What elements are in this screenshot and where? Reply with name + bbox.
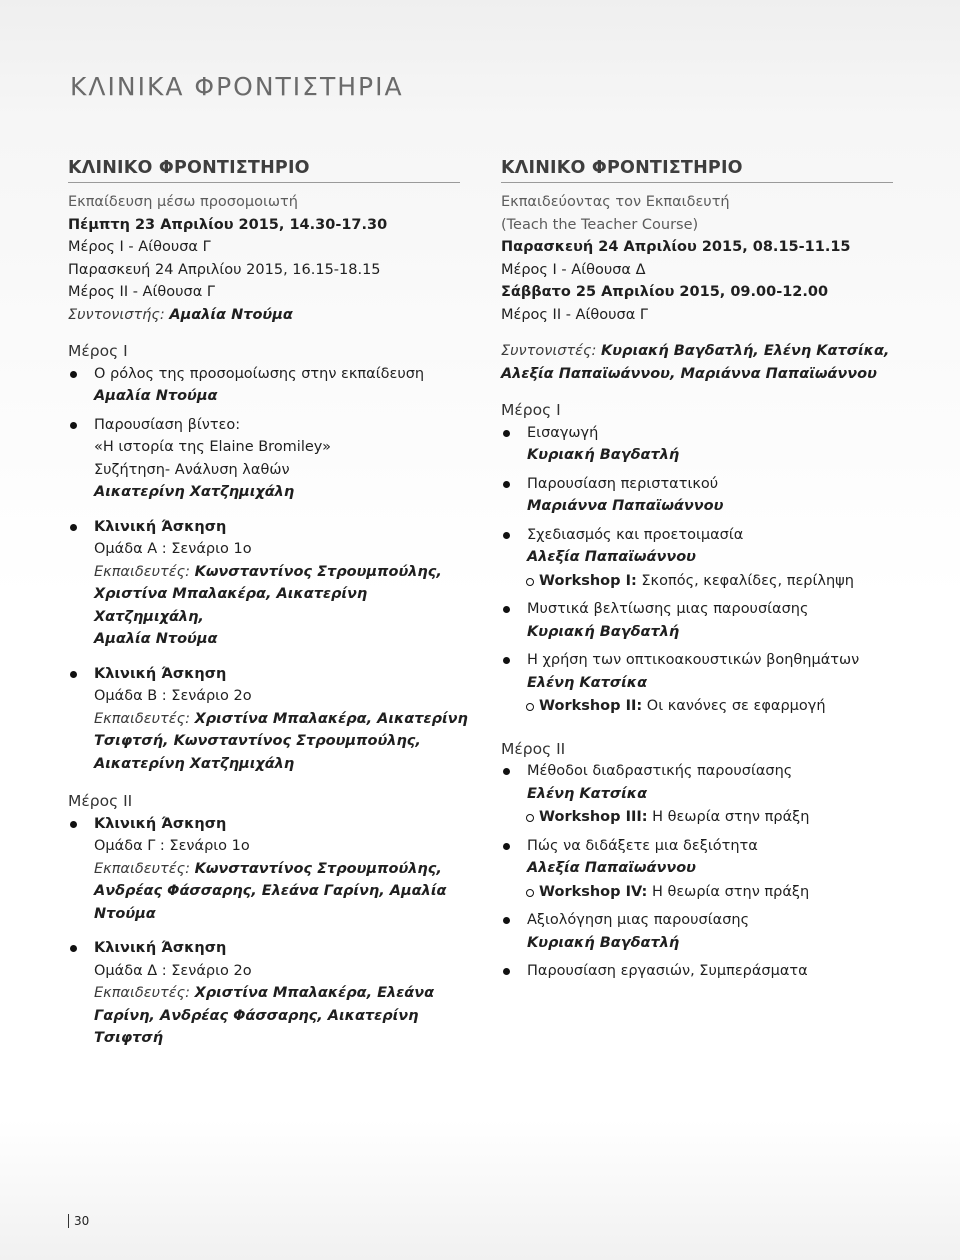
bullet-icon — [503, 768, 510, 775]
list-item — [501, 473, 893, 518]
trainers-names: Ανδρέας Φάσσαρης, Ελεάνα Γαρίνη, Αμαλία — [94, 883, 447, 899]
item-text: Αξιολόγηση μιας παρουσίασης — [527, 912, 750, 928]
right-part2-list — [501, 760, 893, 983]
workshop-text: Οι κανόνες σε εφαρμογή — [646, 698, 826, 714]
coordinator-name: Αμαλία Ντούμα — [169, 306, 293, 323]
item-text: Συζήτηση- Ανάλυση λαθών — [94, 461, 290, 478]
ring-bullet-icon — [526, 889, 534, 897]
right-schedule-line: Μέρος Ι - Αίθουσα Δ — [501, 261, 646, 278]
left-part1-heading: Μέρος Ι — [68, 342, 128, 360]
workshop-text: Η θεωρία στην πράξη — [651, 883, 810, 900]
right-part2-heading: Μέρος ΙΙ — [501, 739, 566, 758]
list-item — [501, 909, 893, 954]
coordinators-names: Αλεξία Παπαϊωάννου, Μαριάννα Παπαϊωάννου — [501, 365, 877, 382]
left-part1-list — [68, 363, 468, 776]
workshop-label: Workshop IV: — [539, 883, 648, 900]
left-part2-list — [68, 813, 460, 1050]
item-text: Η χρήση των οπτικοακουστικών βοηθημάτων — [527, 652, 860, 668]
item-text: Σχεδιασμός και προετοιμασία — [527, 526, 744, 543]
left-coordinator — [68, 304, 460, 327]
left-schedule-line: Μέρος Ι - Αίθουσα Γ — [68, 239, 211, 255]
page-title: ΚΛΙΝΙΚΑ ΦΡΟΝΤΙΣΤΗΡΙΑ — [70, 72, 404, 101]
item-text: Παρουσίαση βίντεο: — [94, 416, 241, 433]
left-part2-heading: Μέρος ΙΙ — [68, 792, 133, 810]
coordinator-label: Συντονιστής: — [68, 306, 165, 323]
bullet-icon — [70, 524, 77, 531]
workshop-item — [527, 695, 893, 718]
list-item — [501, 649, 893, 718]
ring-bullet-icon — [526, 578, 534, 586]
bullet-icon — [503, 843, 510, 850]
list-item — [68, 937, 460, 1050]
item-text: Εισαγωγή — [527, 424, 599, 441]
item-title: Κλινική Άσκηση — [94, 518, 227, 535]
trainers-names: Κωνσταντίνος Στρουμπούλης, — [194, 860, 442, 877]
item-group: Ομάδα Β : Σενάριο 2ο — [94, 688, 252, 704]
trainers-label: Εκπαιδευτές: — [94, 860, 190, 877]
right-column — [501, 156, 893, 989]
left-schedule-line: Μέρος ΙΙ - Αίθουσα Γ — [68, 284, 215, 300]
bullet-icon — [503, 481, 510, 488]
workshop-label: Workshop II: — [539, 698, 643, 714]
list-item — [68, 363, 460, 408]
item-title: Κλινική Άσκηση — [94, 940, 227, 956]
item-title: Κλινική Άσκηση — [94, 665, 227, 682]
bullet-icon — [503, 917, 510, 924]
item-text: Παρουσίαση εργασιών, Συμπεράσματα — [527, 963, 808, 979]
left-column — [68, 156, 468, 1056]
trainers-label: Εκπαιδευτές: — [94, 710, 190, 727]
left-subtitle: Εκπαίδευση μέσω προσομοιωτή — [68, 194, 298, 210]
bullet-icon — [503, 657, 510, 664]
item-text: Μέθοδοι διαδραστικής παρουσίασης — [527, 763, 793, 779]
trainers-names: Χριστίνα Μπαλακέρα, Ελεάνα — [194, 985, 435, 1001]
ring-bullet-icon — [526, 814, 534, 822]
item-speaker: Αικατερίνη Χατζημιχάλη — [94, 484, 295, 500]
workshop-text: Σκοπός, κεφαλίδες, περίληψη — [641, 572, 854, 589]
trainers-names: Τσιφτσή, Κωνσταντίνος Στρουμπούλης, — [94, 733, 421, 749]
right-title-rule — [501, 182, 893, 183]
bullet-icon — [70, 422, 77, 429]
item-speaker: Αλεξία Παπαϊωάννου — [527, 549, 696, 565]
list-item — [68, 813, 460, 926]
workshop-list — [527, 806, 893, 829]
workshop-list — [527, 570, 893, 593]
item-speaker: Κυριακή Βαγδατλή — [527, 623, 680, 640]
list-item — [68, 663, 468, 776]
bullet-icon — [70, 671, 77, 678]
page-number: 30 — [68, 1214, 89, 1228]
list-item — [501, 524, 893, 593]
workshop-item — [527, 881, 893, 904]
right-schedule-line: Σάββατο 25 Απριλίου 2015, 09.00-12.00 — [501, 284, 829, 300]
bullet-icon — [503, 532, 510, 539]
workshop-list — [527, 881, 893, 904]
left-schedule-line: Πέμπτη 23 Απριλίου 2015, 14.30-17.30 — [68, 216, 388, 233]
trainers-names: Ντούμα — [94, 905, 156, 922]
workshop-list — [527, 695, 893, 718]
right-part1-list — [501, 422, 893, 718]
list-item — [501, 760, 893, 829]
item-text: Παρουσίαση περιστατικού — [527, 475, 719, 492]
item-text: Μυστικά βελτίωσης μιας παρουσίασης — [527, 601, 809, 617]
left-title-rule — [68, 182, 460, 183]
item-speaker: Ελένη Κατσίκα — [527, 785, 648, 802]
item-speaker: Μαριάννα Παπαϊωάννου — [527, 498, 724, 514]
workshop-text: Η θεωρία στην πράξη — [652, 809, 810, 825]
workshop-label: Workshop I: — [539, 572, 637, 589]
coordinators-names: Κυριακή Βαγδατλή, Ελένη Κατσίκα, — [601, 343, 890, 359]
item-title: Κλινική Άσκηση — [94, 815, 227, 832]
list-item — [68, 414, 460, 504]
coordinators-label: Συντονιστές: — [501, 343, 597, 359]
workshop-label: Workshop III: — [539, 809, 648, 825]
ring-bullet-icon — [526, 703, 534, 711]
item-group: Ομάδα Γ : Σενάριο 1ο — [94, 838, 250, 854]
trainers-names: Γαρίνη, Ανδρέας Φάσσαρης, Αικατερίνη Τσιφτσή — [94, 1007, 419, 1046]
item-text: «Η ιστορία της Elaine Bromiley» — [94, 439, 331, 455]
item-speaker: Ελένη Κατσίκα — [527, 674, 648, 691]
bullet-icon — [503, 430, 510, 437]
workshop-item — [527, 806, 893, 829]
item-speaker: Αμαλία Ντούμα — [94, 388, 218, 404]
trainers-label: Εκπαιδευτές: — [94, 563, 190, 580]
right-part1-heading: Μέρος Ι — [501, 401, 561, 419]
right-schedule-line: Μέρος ΙΙ - Αίθουσα Γ — [501, 306, 648, 323]
bullet-icon — [503, 606, 510, 613]
bullet-icon — [70, 371, 77, 378]
item-group: Ομάδα Α : Σενάριο 1ο — [94, 541, 252, 557]
right-section-title: ΚΛΙΝΙΚΟ ΦΡΟΝΤΙΣΤΗΡΙΟ — [501, 158, 743, 178]
trainers-names: Χριστίνα Μπαλακέρα, Αικατερίνη — [194, 710, 468, 727]
workshop-item — [527, 570, 893, 593]
list-item — [68, 516, 460, 651]
trainers-label: Εκπαιδευτές: — [94, 985, 190, 1001]
trainers-names: Αμαλία Ντούμα — [94, 631, 218, 647]
bullet-icon — [503, 968, 510, 975]
item-speaker: Κυριακή Βαγδατλή — [527, 934, 680, 951]
list-item — [501, 960, 893, 983]
item-speaker: Αλεξία Παπαϊωάννου — [527, 860, 696, 876]
left-section-title: ΚΛΙΝΙΚΟ ΦΡΟΝΤΙΣΤΗΡΙΟ — [68, 158, 310, 178]
trainers-names: Αικατερίνη Χατζημιχάλη — [94, 755, 295, 772]
bullet-icon — [70, 945, 77, 952]
bullet-icon — [70, 821, 77, 828]
list-item — [501, 422, 893, 467]
item-group: Ομάδα Δ : Σενάριο 2ο — [94, 962, 252, 979]
right-subtitle: Εκπαιδεύοντας τον Εκπαιδευτή — [501, 194, 730, 210]
item-text: Πώς να διδάξετε μια δεξιότητα — [527, 837, 758, 854]
right-schedule-line: Παρασκευή 24 Απριλίου 2015, 08.15-11.15 — [501, 239, 851, 255]
item-text: Ο ρόλος της προσομοίωσης στην εκπαίδευση — [94, 365, 425, 382]
trainers-names: Κωνσταντίνος Στρουμπούλης, — [194, 563, 442, 580]
list-item — [501, 835, 893, 904]
item-speaker: Κυριακή Βαγδατλή — [527, 447, 680, 463]
trainers-names: Χριστίνα Μπαλακέρα, Αικατερίνη Χατζημιχάλη, — [94, 586, 368, 625]
left-schedule-line: Παρασκευή 24 Απριλίου 2015, 16.15-18.15 — [68, 261, 381, 278]
right-subtitle: (Teach the Teacher Course) — [501, 216, 699, 233]
list-item — [501, 598, 893, 643]
